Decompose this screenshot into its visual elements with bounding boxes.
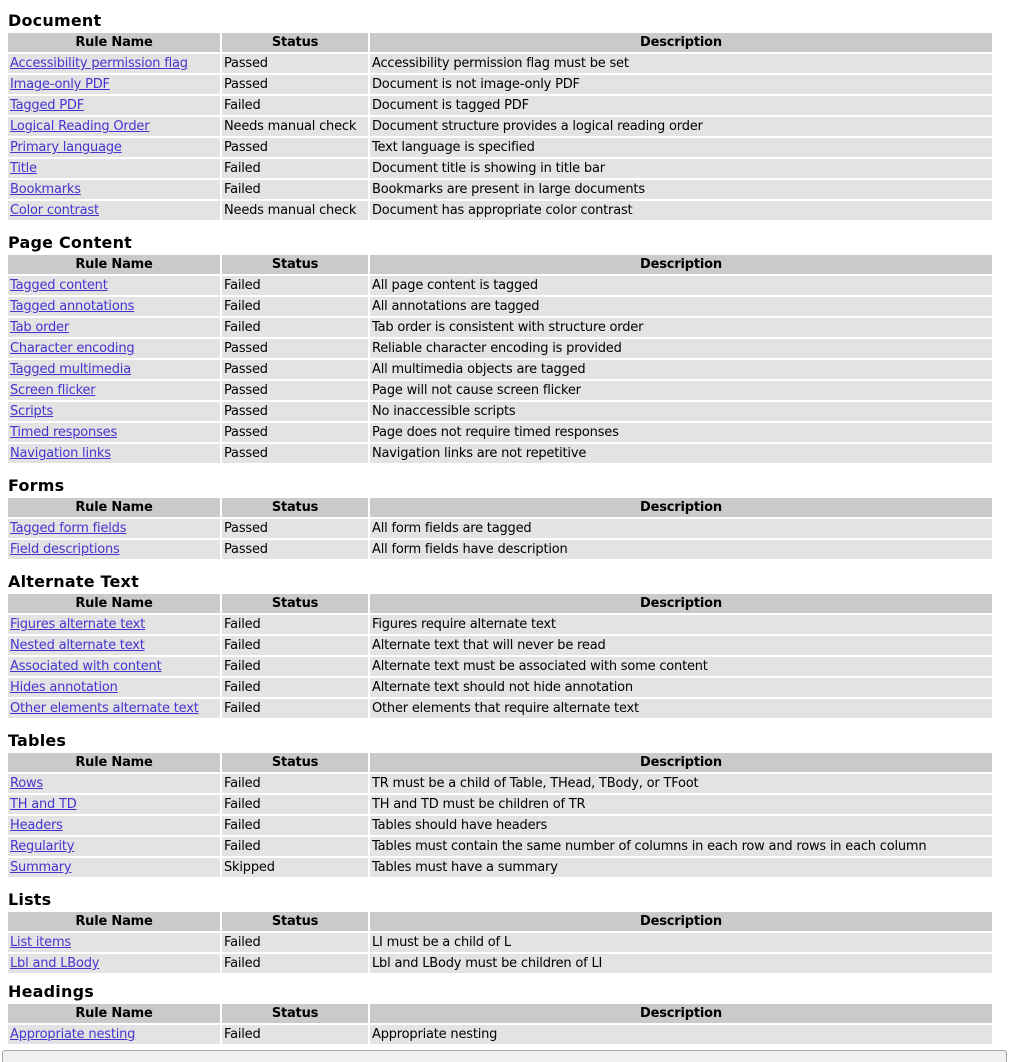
status-cell: Skipped — [222, 858, 368, 877]
rule-name-cell — [8, 615, 220, 634]
table-header-row — [8, 912, 992, 931]
table-row — [8, 54, 992, 73]
description-cell: All form fields are tagged — [370, 519, 992, 538]
rule-name-cell — [8, 774, 220, 793]
status-cell: Passed — [222, 138, 368, 157]
column-header-status: Status — [222, 594, 368, 613]
rule-name-cell — [8, 699, 220, 718]
column-header-status: Status — [222, 498, 368, 517]
status-cell: Passed — [222, 75, 368, 94]
rule-name-cell — [8, 1025, 220, 1044]
column-header-rule-name: Rule Name — [8, 912, 220, 931]
rule-link[interactable]: Rows — [10, 776, 44, 791]
rule-link[interactable]: Screen flicker — [10, 383, 96, 398]
description-cell: Tables should have headers — [370, 816, 992, 835]
rule-name-cell — [8, 816, 220, 835]
description-cell: Alternate text should not hide annotation — [370, 678, 992, 697]
table-row — [8, 159, 992, 178]
rule-name-cell — [8, 519, 220, 538]
description-cell: Page will not cause screen flicker — [370, 381, 992, 400]
status-cell: Failed — [222, 615, 368, 634]
column-header-description: Description — [370, 912, 992, 931]
status-cell: Passed — [222, 519, 368, 538]
table-row — [8, 138, 992, 157]
rule-link[interactable]: Field descriptions — [10, 542, 120, 557]
table-row — [8, 933, 992, 952]
table-row — [8, 519, 992, 538]
rule-name-cell — [8, 201, 220, 220]
rule-link[interactable]: Figures alternate text — [10, 617, 146, 632]
table-row — [8, 402, 992, 421]
description-cell: Page does not require timed responses — [370, 423, 992, 442]
rule-name-cell — [8, 657, 220, 676]
table-row — [8, 117, 992, 136]
column-header-rule-name: Rule Name — [8, 255, 220, 274]
description-cell: Accessibility permission flag must be set — [370, 54, 992, 73]
rule-link[interactable]: Other elements alternate text — [10, 701, 199, 716]
description-cell: Lbl and LBody must be children of LI — [370, 954, 992, 973]
rule-link[interactable]: Accessibility permission flag — [10, 56, 188, 71]
rule-name-cell — [8, 402, 220, 421]
rule-name-cell — [8, 180, 220, 199]
description-cell: TR must be a child of Table, THead, TBody, or TFoot — [370, 774, 992, 793]
status-cell: Passed — [222, 423, 368, 442]
rule-name-cell — [8, 360, 220, 379]
rule-link[interactable]: Logical Reading Order — [10, 119, 150, 134]
section-heading-alternate-text: Alternate Text — [8, 572, 139, 591]
rule-name-cell — [8, 795, 220, 814]
rule-name-cell — [8, 75, 220, 94]
table-row — [8, 201, 992, 220]
status-cell: Passed — [222, 402, 368, 421]
rule-name-cell — [8, 339, 220, 358]
status-cell: Failed — [222, 795, 368, 814]
rule-name-cell — [8, 297, 220, 316]
rule-link[interactable]: Timed responses — [10, 425, 118, 440]
rule-name-cell — [8, 423, 220, 442]
table-row — [8, 699, 992, 718]
table-row — [8, 423, 992, 442]
rule-link[interactable]: Bookmarks — [10, 182, 81, 197]
status-cell: Failed — [222, 318, 368, 337]
rule-link[interactable]: Tab order — [10, 320, 70, 335]
column-header-status: Status — [222, 912, 368, 931]
rule-name-cell — [8, 933, 220, 952]
column-header-rule-name: Rule Name — [8, 1004, 220, 1023]
table-row — [8, 318, 992, 337]
rule-name-cell — [8, 318, 220, 337]
rule-link[interactable]: Lbl and LBody — [10, 956, 100, 971]
column-header-status: Status — [222, 1004, 368, 1023]
column-header-description: Description — [370, 255, 992, 274]
column-header-rule-name: Rule Name — [8, 594, 220, 613]
status-cell: Failed — [222, 699, 368, 718]
table-row — [8, 360, 992, 379]
rule-link[interactable]: Summary — [10, 860, 72, 875]
rule-name-cell — [8, 837, 220, 856]
rule-link[interactable]: Appropriate nesting — [10, 1027, 136, 1042]
description-cell: Document is tagged PDF — [370, 96, 992, 115]
table-header-row — [8, 33, 992, 52]
column-header-rule-name: Rule Name — [8, 33, 220, 52]
table-row — [8, 276, 992, 295]
rule-name-cell — [8, 636, 220, 655]
rule-name-cell — [8, 954, 220, 973]
status-cell: Needs manual check — [222, 201, 368, 220]
description-cell: TH and TD must be children of TR — [370, 795, 992, 814]
status-cell: Failed — [222, 774, 368, 793]
rule-link[interactable]: Associated with content — [10, 659, 162, 674]
alternate-text-rules-table — [6, 592, 994, 720]
rule-link[interactable]: Navigation links — [10, 446, 111, 461]
status-cell: Passed — [222, 540, 368, 559]
table-row — [8, 75, 992, 94]
rule-name-cell — [8, 678, 220, 697]
column-header-status: Status — [222, 753, 368, 772]
status-cell: Needs manual check — [222, 117, 368, 136]
status-cell: Failed — [222, 159, 368, 178]
status-cell: Failed — [222, 276, 368, 295]
status-cell: Failed — [222, 636, 368, 655]
rule-link[interactable]: TH and TD — [10, 797, 77, 812]
description-cell: Alternate text that will never be read — [370, 636, 992, 655]
document-rules-table — [6, 31, 994, 222]
column-header-status: Status — [222, 33, 368, 52]
table-header-row — [8, 594, 992, 613]
table-row — [8, 837, 992, 856]
table-header-row — [8, 498, 992, 517]
status-cell: Failed — [222, 297, 368, 316]
section-heading-lists: Lists — [8, 890, 52, 909]
description-cell: LI must be a child of L — [370, 933, 992, 952]
rule-link[interactable]: Tagged multimedia — [10, 362, 131, 377]
rule-name-cell — [8, 858, 220, 877]
section-heading-tables: Tables — [8, 731, 67, 750]
description-cell: Document title is showing in title bar — [370, 159, 992, 178]
column-header-description: Description — [370, 1004, 992, 1023]
status-cell: Failed — [222, 933, 368, 952]
table-row — [8, 339, 992, 358]
horizontal-rule — [2, 1050, 1007, 1062]
table-row — [8, 774, 992, 793]
description-cell: Bookmarks are present in large documents — [370, 180, 992, 199]
rule-link[interactable]: Image-only PDF — [10, 77, 110, 92]
rule-name-cell — [8, 276, 220, 295]
headings-rules-table — [6, 1002, 994, 1046]
description-cell: Document has appropriate color contrast — [370, 201, 992, 220]
description-cell: Tables must contain the same number of columns in each row and rows in each column — [370, 837, 992, 856]
description-cell: Navigation links are not repetitive — [370, 444, 992, 463]
status-cell: Passed — [222, 54, 368, 73]
table-row — [8, 1025, 992, 1044]
description-cell: Alternate text must be associated with some content — [370, 657, 992, 676]
description-cell: All annotations are tagged — [370, 297, 992, 316]
rule-name-cell — [8, 381, 220, 400]
column-header-description: Description — [370, 498, 992, 517]
rule-link[interactable]: Tagged form fields — [10, 521, 127, 536]
description-cell: Tab order is consistent with structure order — [370, 318, 992, 337]
description-cell: Document is not image-only PDF — [370, 75, 992, 94]
status-cell: Failed — [222, 96, 368, 115]
status-cell: Failed — [222, 678, 368, 697]
status-cell: Passed — [222, 339, 368, 358]
rule-link[interactable]: Hides annotation — [10, 680, 118, 695]
rule-link[interactable]: Headers — [10, 818, 63, 833]
status-cell: Failed — [222, 1025, 368, 1044]
rule-name-cell — [8, 444, 220, 463]
column-header-rule-name: Rule Name — [8, 753, 220, 772]
table-row — [8, 540, 992, 559]
table-row — [8, 96, 992, 115]
table-row — [8, 297, 992, 316]
description-cell: All multimedia objects are tagged — [370, 360, 992, 379]
rule-name-cell — [8, 117, 220, 136]
table-row — [8, 795, 992, 814]
tables-rules-table — [6, 751, 994, 879]
table-row — [8, 180, 992, 199]
column-header-description: Description — [370, 33, 992, 52]
description-cell: Text language is specified — [370, 138, 992, 157]
column-header-description: Description — [370, 753, 992, 772]
table-header-row — [8, 1004, 992, 1023]
table-row — [8, 444, 992, 463]
rule-link[interactable]: List items — [10, 935, 72, 950]
lists-rules-table — [6, 910, 994, 975]
column-header-description: Description — [370, 594, 992, 613]
rule-name-cell — [8, 540, 220, 559]
rule-link[interactable]: Tagged content — [10, 278, 108, 293]
status-cell: Passed — [222, 381, 368, 400]
status-cell: Failed — [222, 657, 368, 676]
status-cell: Failed — [222, 816, 368, 835]
status-cell: Passed — [222, 360, 368, 379]
status-cell: Failed — [222, 954, 368, 973]
description-cell: All form fields have description — [370, 540, 992, 559]
rule-link[interactable]: Color contrast — [10, 203, 99, 218]
rule-link[interactable]: Tagged annotations — [10, 299, 135, 314]
column-header-status: Status — [222, 255, 368, 274]
column-header-rule-name: Rule Name — [8, 498, 220, 517]
table-row — [8, 954, 992, 973]
status-cell: Failed — [222, 837, 368, 856]
section-heading-forms: Forms — [8, 476, 65, 495]
description-cell: Other elements that require alternate text — [370, 699, 992, 718]
description-cell: Figures require alternate text — [370, 615, 992, 634]
forms-rules-table — [6, 496, 994, 561]
description-cell: All page content is tagged — [370, 276, 992, 295]
description-cell: Appropriate nesting — [370, 1025, 992, 1044]
table-row — [8, 657, 992, 676]
description-cell: Tables must have a summary — [370, 858, 992, 877]
table-header-row — [8, 753, 992, 772]
rule-link[interactable]: Primary language — [10, 140, 122, 155]
table-row — [8, 816, 992, 835]
rule-link[interactable]: Tagged PDF — [10, 98, 84, 113]
rule-link[interactable]: Nested alternate text — [10, 638, 145, 653]
section-heading-headings: Headings — [8, 982, 94, 1001]
rule-name-cell — [8, 138, 220, 157]
page-content-rules-table — [6, 253, 994, 465]
rule-name-cell — [8, 96, 220, 115]
table-header-row — [8, 255, 992, 274]
table-row — [8, 678, 992, 697]
rule-link[interactable]: Regularity — [10, 839, 75, 854]
rule-link[interactable]: Scripts — [10, 404, 54, 419]
description-cell: Document structure provides a logical reading order — [370, 117, 992, 136]
status-cell: Passed — [222, 444, 368, 463]
section-heading-page-content: Page Content — [8, 233, 133, 252]
table-row — [8, 615, 992, 634]
status-cell: Failed — [222, 180, 368, 199]
rule-link[interactable]: Title — [10, 161, 37, 176]
table-row — [8, 636, 992, 655]
rule-link[interactable]: Character encoding — [10, 341, 135, 356]
description-cell: Reliable character encoding is provided — [370, 339, 992, 358]
table-row — [8, 858, 992, 877]
rule-name-cell — [8, 159, 220, 178]
section-heading-document: Document — [8, 11, 102, 30]
description-cell: No inaccessible scripts — [370, 402, 992, 421]
table-row — [8, 381, 992, 400]
rule-name-cell — [8, 54, 220, 73]
